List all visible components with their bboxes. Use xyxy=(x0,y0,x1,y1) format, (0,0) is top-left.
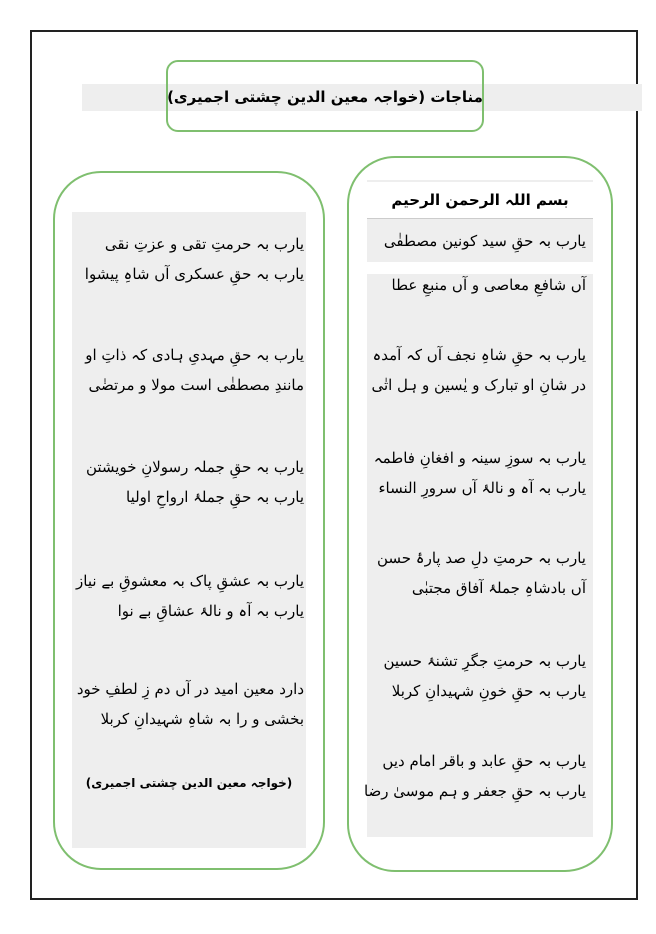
verse-line: یارب بہ حرمتِ دلِ صد پارۂ حسن xyxy=(376,549,586,567)
verse-line: یارب بہ حقِ مہدیِ ہادی کہ ذاتِ او xyxy=(85,346,304,364)
right-stanza-3 xyxy=(373,443,586,503)
verse-line: یارب بہ سوزِ سینہ و افغانِ فاطمہ xyxy=(373,449,586,467)
verse-line: یارب بہ حقِ جعفر و ہم موسیٰ رضا xyxy=(363,782,586,800)
verse-line: یارب بہ حقِ عسکری آں شاہِ پیشوا xyxy=(84,265,304,283)
right-stanza-5 xyxy=(376,646,586,706)
verse-line: بخشی و را بہ شاہِ شہیدانِ کربلا xyxy=(100,710,304,728)
verse-line: مانندِ مصطفٰی است مولا و مرتضٰی xyxy=(88,376,304,394)
verse-line: یارب بہ حقِ سید کونین مصطفٰی xyxy=(383,232,586,250)
verse-line: در شانِ او تبارک و یٰسین و ہل اتٰی xyxy=(371,376,586,394)
left-stanza-3 xyxy=(76,452,304,512)
verse-line: آں شافعِ معاصی و آں منبعِ عطا xyxy=(391,276,586,294)
verse-line: یارب بہ حرمتِ تقی و عزتِ نقی xyxy=(104,235,304,253)
verse-line: یارب بہ حقِ جملہ رسولانِ خویشتن xyxy=(85,458,304,476)
verse-line: یارب بہ حقِ جملۂ ارواحِ اولیا xyxy=(126,488,304,506)
verse-line: یارب بہ آہ و نالۂ عشاقِ بے نوا xyxy=(117,602,304,620)
left-stanza-1 xyxy=(76,229,304,289)
verse-line: یارب بہ آہ و نالۂ آں سرورِ النساء xyxy=(378,479,586,497)
verse-line: یارب بہ عشقِ پاک بہ معشوقِ بے نیاز xyxy=(76,572,304,590)
right-stanza-6 xyxy=(363,746,586,806)
left-stanza-4 xyxy=(76,566,304,626)
verse-line: یارب بہ حقِ عابد و باقر امام دیں xyxy=(382,752,586,770)
right-stanza-4 xyxy=(376,543,586,603)
left-stanza-5 xyxy=(76,674,304,734)
verse-line: دارد معین امید در آں دم زِ لطفِ خود xyxy=(76,680,304,698)
verse-line: یارب بہ حقِ شاہِ نجف آں کہ آمدہ xyxy=(372,346,586,364)
bismillah-heading: بسم اللہ الرحمن الرحیم xyxy=(367,182,593,219)
right-stanza-1 xyxy=(376,226,586,300)
page-title: مناجات (خواجہ معین الدین چشتی اجمیری) xyxy=(167,88,483,106)
left-stanza-2 xyxy=(76,340,304,400)
verse-line: آں بادشاہِ جملۂ آفاق مجتبٰی xyxy=(411,579,586,597)
author-signature: (خواجہ معین الدین چشتی اجمیری) xyxy=(85,776,293,790)
verse-line: یارب بہ حقِ خونِ شہیدانِ کربلا xyxy=(391,682,586,700)
verse-line: یارب بہ حرمتِ جگرِ تشنۂ حسین xyxy=(383,652,586,670)
right-stanza-2 xyxy=(371,340,586,400)
